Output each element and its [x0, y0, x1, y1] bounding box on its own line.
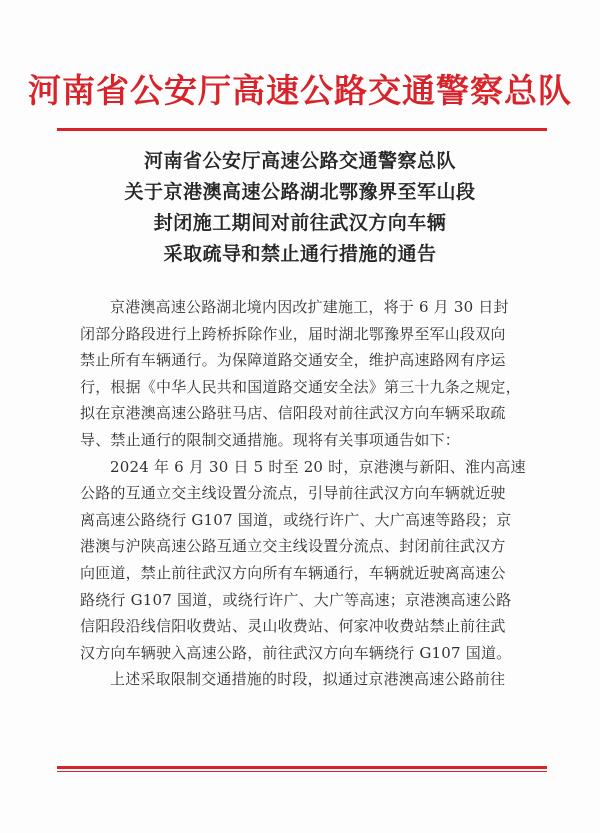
text-line: 公路的互通立交主线设置分流点，引导前往武汉方向车辆就近驶: [80, 484, 506, 503]
title-line: 采取疏导和禁止通行措施的通告: [163, 243, 437, 265]
text-line: 2024 年 6 月 30 日 5 时至 20 时，京港澳与新阳、淮内高速: [110, 457, 526, 476]
paragraph-3: [80, 666, 530, 693]
masthead-red-rule: [57, 128, 547, 131]
text-line: 港澳与沪陕高速公路互通立交主线设置分流点、封闭前往武汉方: [80, 537, 506, 556]
footer-red-rule: [57, 766, 547, 769]
text-line: 汉方向车辆驶入高速公路，前往武汉方向车辆绕行 G107 国道。: [80, 643, 512, 662]
title-line: 关于京港澳高速公路湖北鄂豫界至军山段: [124, 181, 476, 203]
text-line: 京港澳高速公路湖北境内因改扩建施工，将于 6 月 30 日封: [110, 298, 509, 316]
text-line: 信阳段沿线信阳收费站、灵山收费站、何家冲收费站禁止前往武: [80, 617, 506, 636]
title-line: 封闭施工期间对前往武汉方向车辆: [153, 212, 447, 234]
text-line: 拟在京港澳高速公路驻马店、信阳段对前往武汉方向车辆采取疏: [80, 404, 506, 423]
text-line: 上述采取限制交通措施的时段，拟通过京港澳高速公路前往: [110, 670, 506, 689]
paragraph-1: [80, 294, 530, 454]
notice-body: [80, 294, 530, 693]
title-line: 河南省公安厅高速公路交通警察总队: [143, 150, 456, 172]
text-line: 闭部分路段进行上跨桥拆除作业，届时湖北鄂豫界至军山段双向: [80, 324, 506, 343]
text-line: 禁止所有车辆通行。为保障道路交通安全，维护高速路网有序运: [80, 351, 506, 370]
text-line: 向匝道，禁止前往武汉方向所有车辆通行，车辆就近驶离高速公: [80, 563, 506, 582]
masthead-organization: 河南省公安厅高速公路交通警察总队: [28, 71, 572, 110]
text-line: 行，根据《中华人民共和国道路交通安全法》第三十九条之规定，: [80, 377, 521, 396]
text-line: 离高速公路绕行 G107 国道，或绕行许广、大广高速等路段；京: [80, 510, 512, 529]
text-line: 导、禁止通行的限制交通措施。现将有关事项通告如下：: [80, 430, 461, 449]
footer-red-rule-thin: [57, 771, 547, 772]
paragraph-2: [80, 454, 530, 667]
notice-title: [0, 146, 600, 270]
text-line: 路绕行 G107 国道，或绕行许广、大广等高速；京港澳高速公路: [80, 590, 512, 609]
